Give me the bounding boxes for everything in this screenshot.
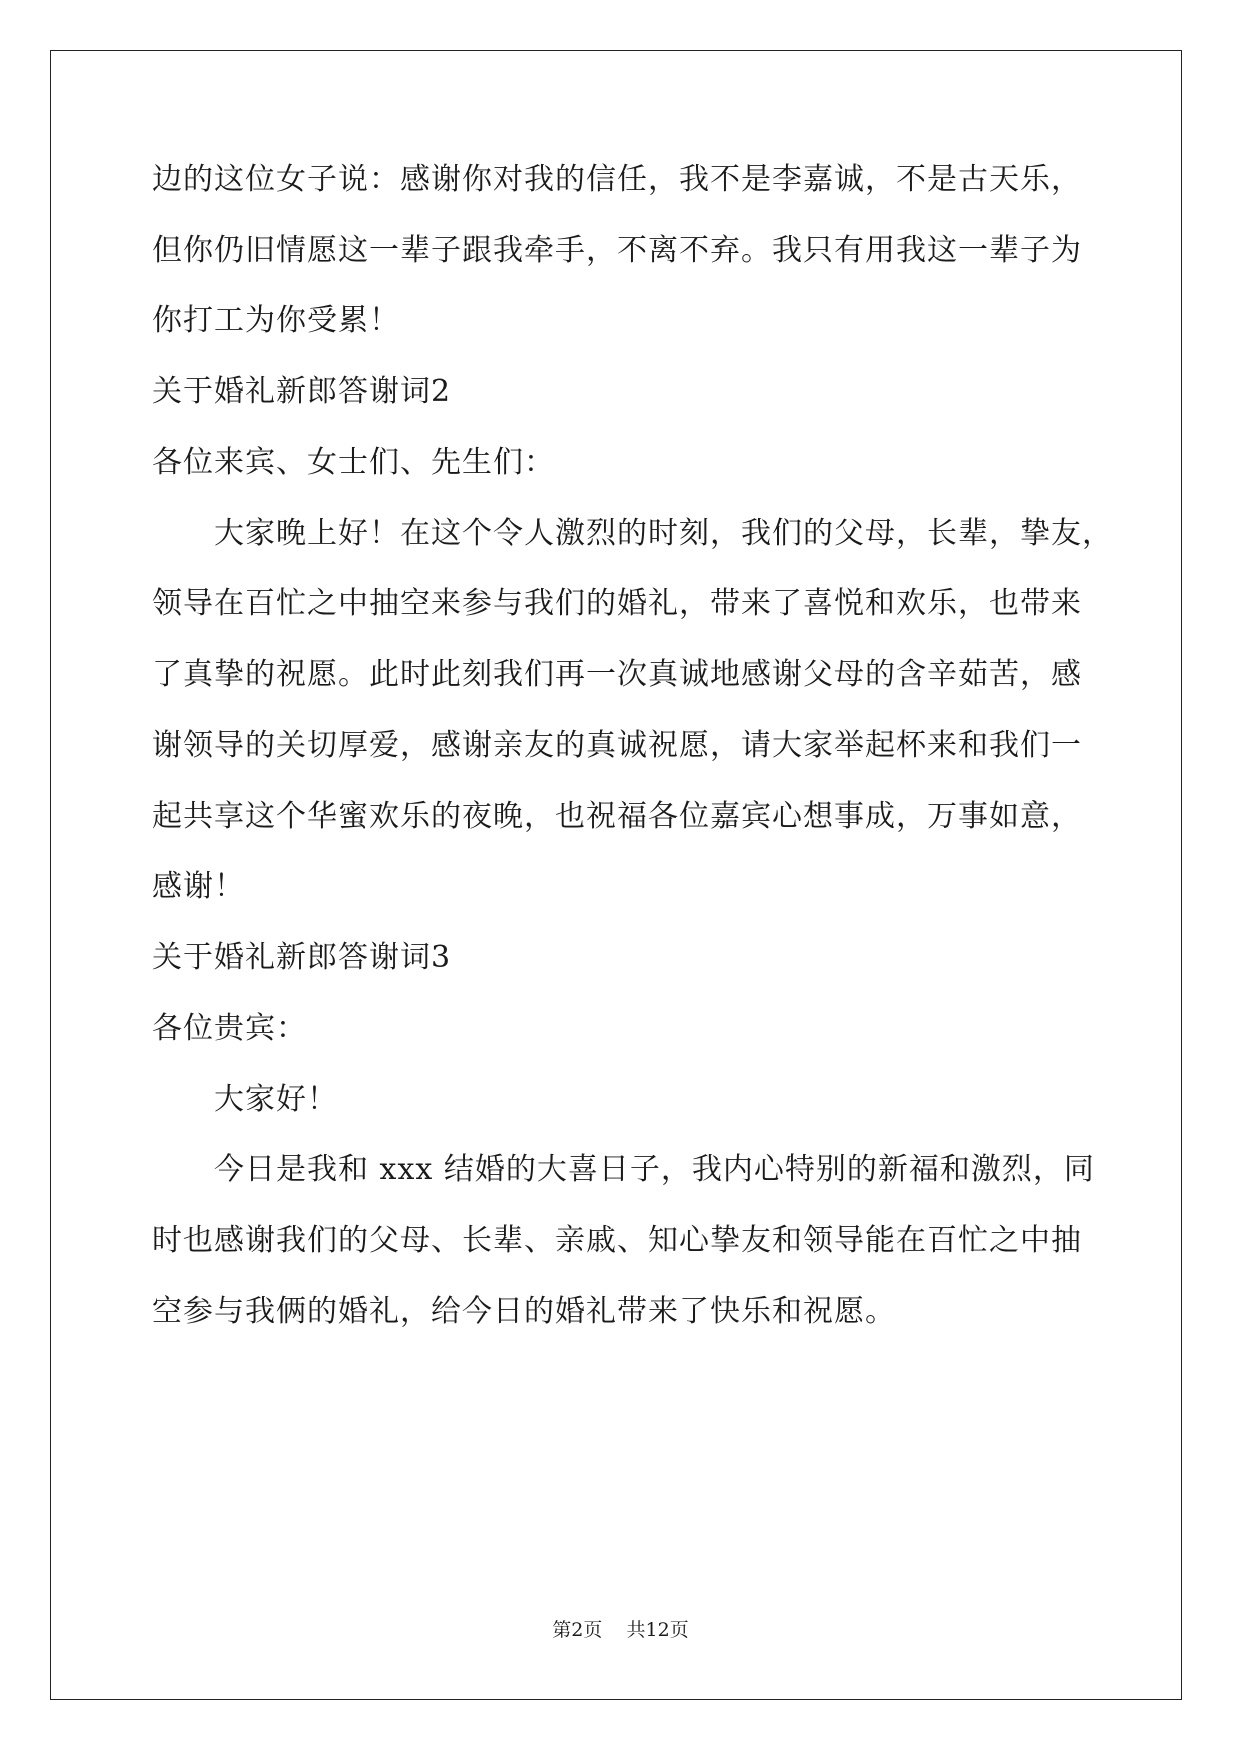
paragraph-line: 但你仍旧情愿这一辈子跟我牵手，不离不弃。我只有用我这一辈子为 xyxy=(152,233,1082,268)
page-total: 共12页 xyxy=(626,1619,689,1641)
paragraph-line: 边的这位女子说：感谢你对我的信任，我不是李嘉诚，不是古天乐， xyxy=(152,162,1082,197)
paragraph-line: 大家晚上好！在这个令人激烈的时刻，我们的父母，长辈，挚友， xyxy=(214,516,1113,551)
greeting: 大家好！ xyxy=(214,1082,338,1117)
paragraph-line: 今日是我和 xxx 结婚的大喜日子，我内心特别的新福和激烈，同 xyxy=(214,1152,1095,1187)
salutation: 各位贵宾： xyxy=(152,1011,307,1046)
paragraph-line: 了真挚的祝愿。此时此刻我们再一次真诚地感谢父母的含辛茹苦，感 xyxy=(152,657,1082,692)
paragraph-line: 领导在百忙之中抽空来参与我们的婚礼，带来了喜悦和欢乐，也带来 xyxy=(152,586,1082,621)
salutation: 各位来宾、女士们、先生们： xyxy=(152,445,555,480)
section-heading: 关于婚礼新郎答谢词3 xyxy=(152,940,452,975)
paragraph-line: 起共享这个华蜜欢乐的夜晚，也祝福各位嘉宾心想事成，万事如意， xyxy=(152,799,1082,834)
paragraph-line: 空参与我俩的婚礼，给今日的婚礼带来了快乐和祝愿。 xyxy=(152,1294,896,1329)
paragraph-line: 感谢！ xyxy=(152,869,245,904)
section-heading: 关于婚礼新郎答谢词2 xyxy=(152,374,452,409)
paragraph-line: 谢领导的关切厚爱，感谢亲友的真诚祝愿，请大家举起杯来和我们一 xyxy=(152,728,1082,763)
paragraph-line: 时也感谢我们的父母、长辈、亲戚、知心挚友和领导能在百忙之中抽 xyxy=(152,1223,1082,1258)
page-number: 第2页 xyxy=(552,1619,603,1641)
page-footer xyxy=(0,1618,1241,1642)
paragraph-line: 你打工为你受累！ xyxy=(152,303,400,338)
